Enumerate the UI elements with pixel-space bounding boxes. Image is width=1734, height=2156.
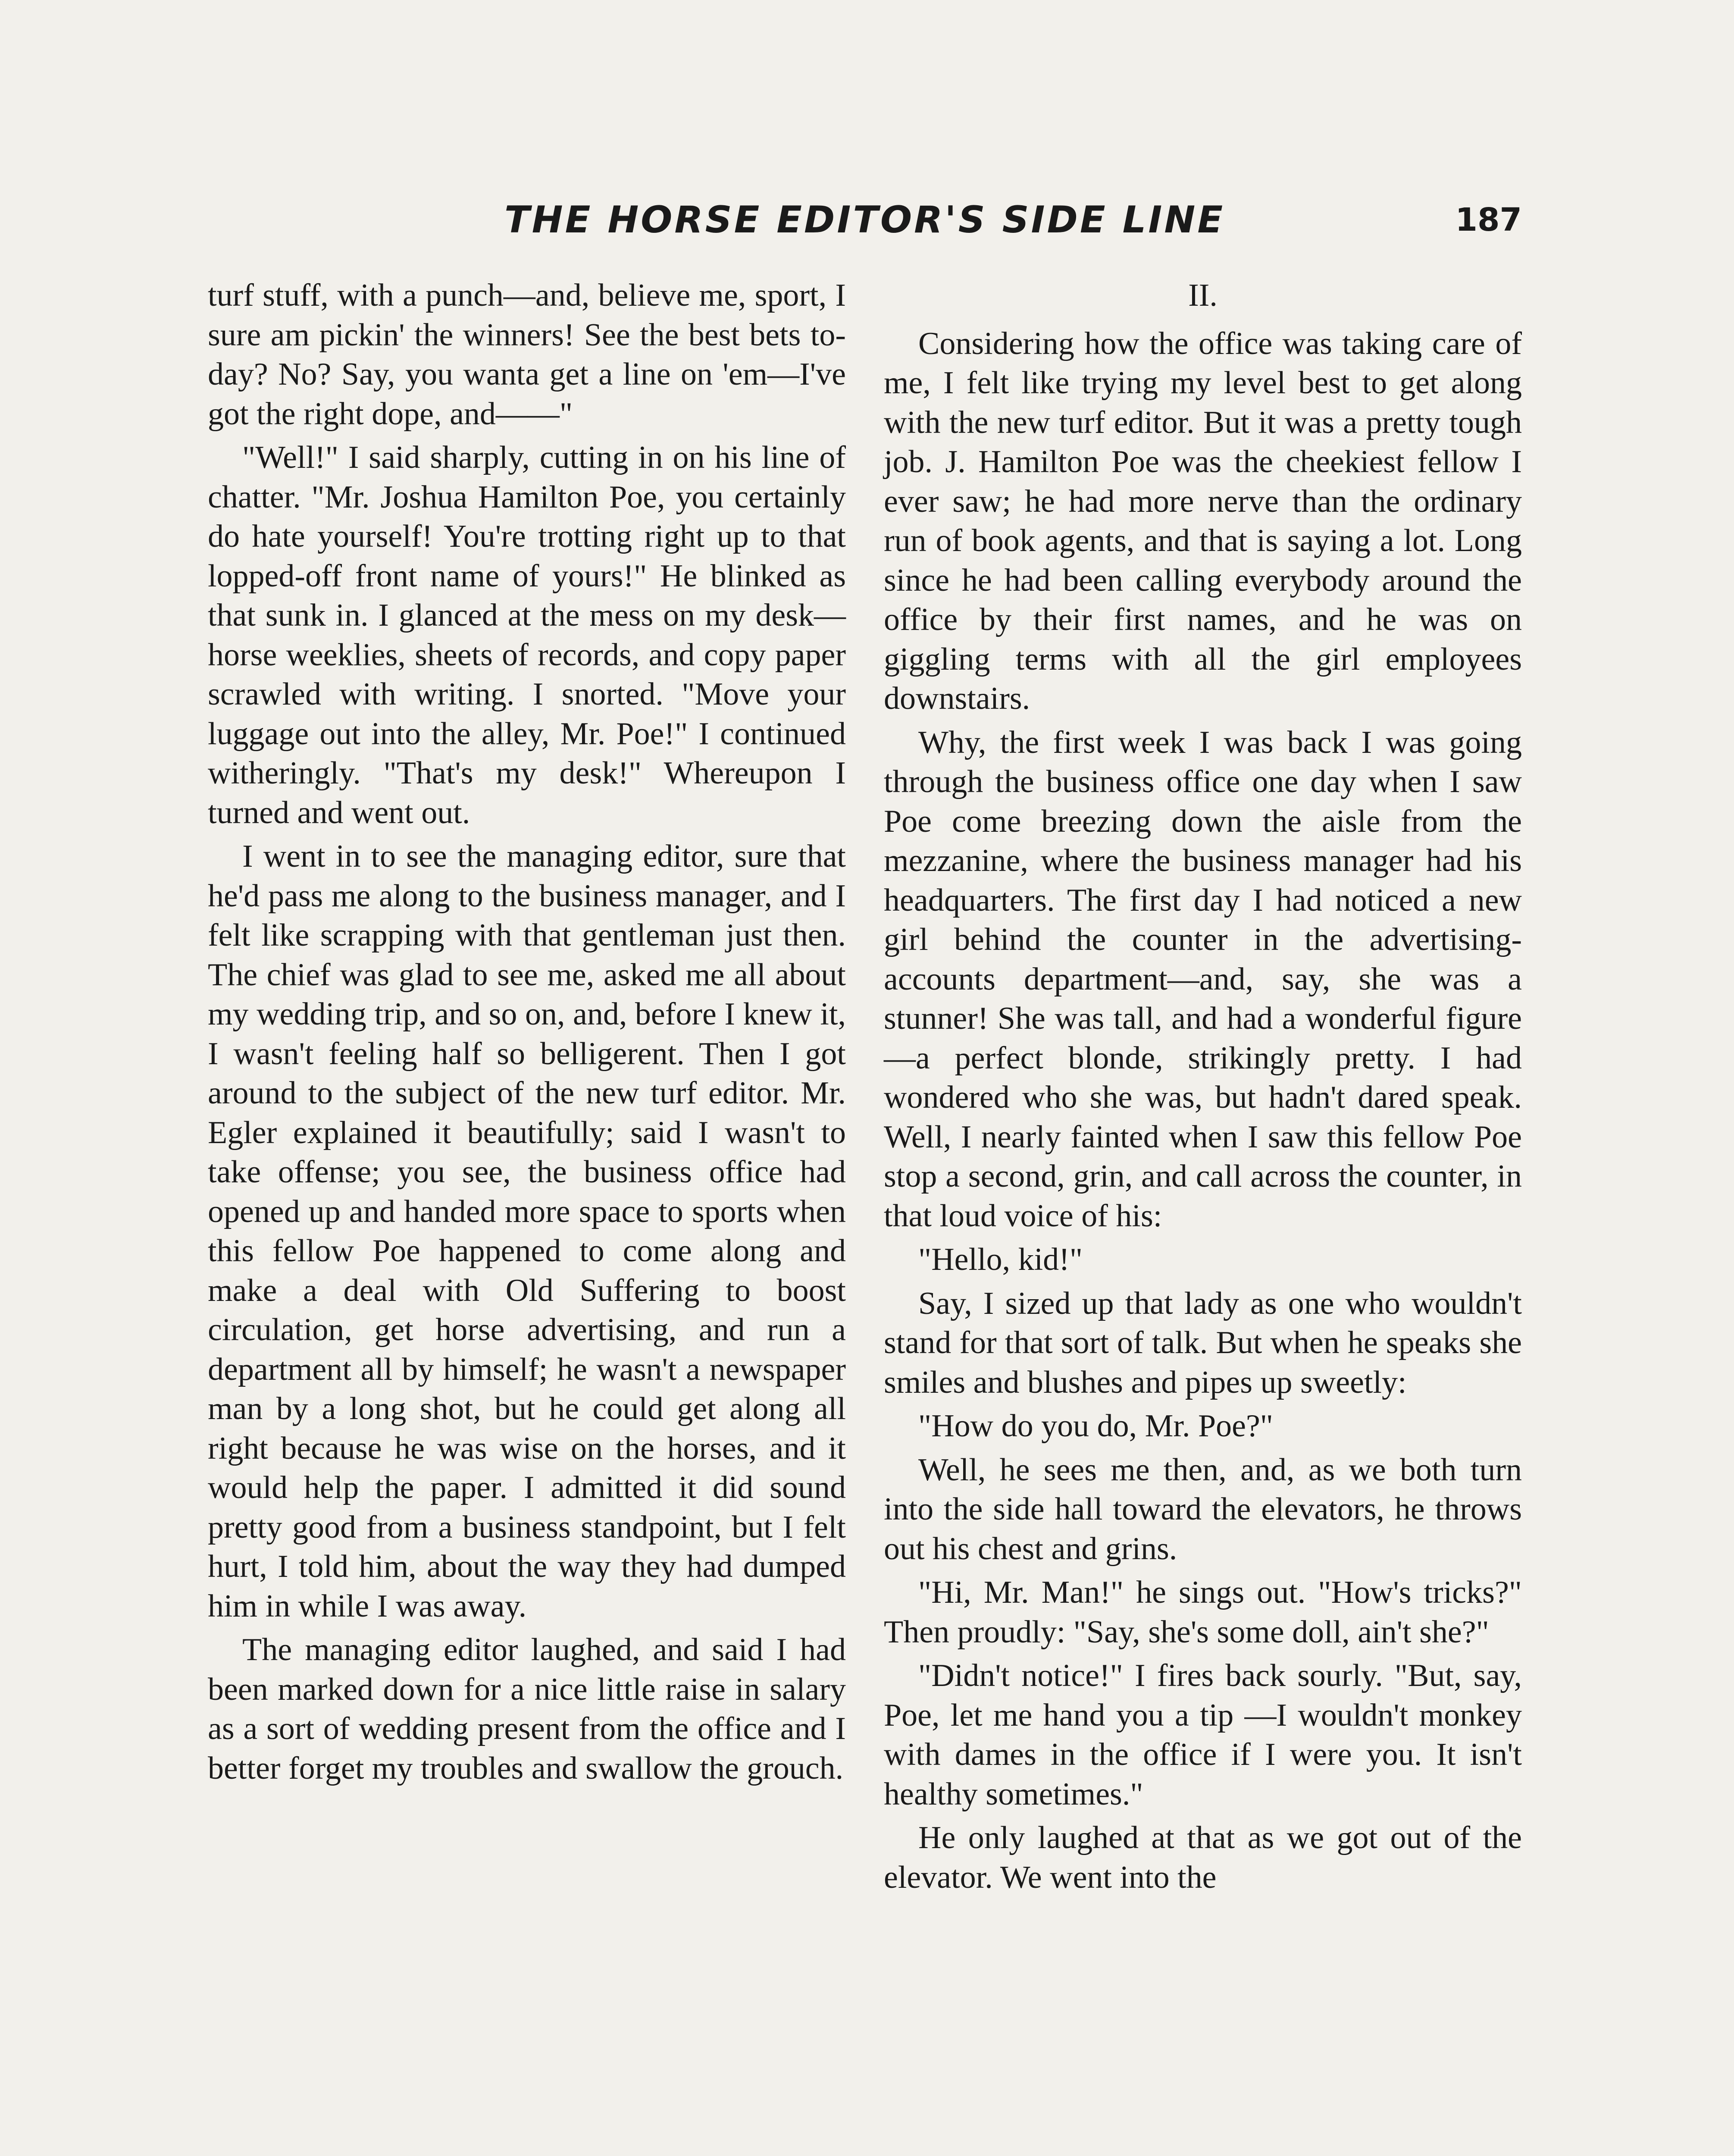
- paragraph: Well, he sees me then, and, as we both turn into the side hall toward the elevators, he throws out his chest and grins.: [884, 1452, 1522, 1567]
- left-column: [208, 276, 846, 1792]
- paragraph: turf stuff, with a punch—and, believe me, sport, I sure am pickin' the winners! See the best bets to-day? No? Say, you wanta get a line on 'em—I've got the right dope, and——": [208, 278, 846, 432]
- running-title: THE HORSE EDITOR'S SIDE LINE: [504, 198, 1225, 241]
- paragraph: The managing editor laughed, and said I had been marked down for a nice little raise in salary as a sort of wedding present from the office and I better forget my troubles and swallow the grouch.: [208, 1632, 846, 1786]
- paragraph: "Hello, kid!": [918, 1242, 1083, 1277]
- right-column: [884, 276, 1522, 1902]
- section-number: II.: [1188, 278, 1218, 313]
- paragraph: I went in to see the managing editor, sure that he'd pass me along to the business manager, and I felt like scrapping with that gentleman just then. The chief was glad to see me, asked me all about my wedding trip, and so on, and, before I knew it, I wasn't feeling half so belligerent. Then I got around to the subject of the new turf editor. Mr. Egler explained it beautifully; said I wasn't to take offense; you see, the business office had opened up and handed more space to sports when this fellow Poe happened to come along and make a deal with Old Suffering to boost circulation, get horse advertising, and run a department all by himself; he wasn't a newspaper man by a long shot, but he could get along all right because he was wise on the horses, and it would help the paper. I admitted it did sound pretty good from a business standpoint, but I felt hurt, I told him, about the way they had dumped him in while I was away.: [208, 839, 846, 1624]
- paragraph: "Well!" I said sharply, cutting in on his line of chatter. "Mr. Joshua Hamilton Poe, you certainly do hate yourself! You're trotting right up to that lopped-off front name of yours!" He blinked as that sunk in. I glanced at the mess on my desk—horse weeklies, sheets of records, and copy paper scrawled with writing. I snorted. "Move your luggage out into the alley, Mr. Poe!" I continued witheringly. "That's my desk!" Whereupon I turned and went out.: [208, 440, 846, 830]
- paragraph: "How do you do, Mr. Poe?": [918, 1408, 1273, 1444]
- paragraph: Considering how the office was taking care of me, I felt like trying my level best to get along with the new turf editor. But it was a pretty tough job. J. Hamilton Poe was the cheekiest fellow I ever saw; he had more nerve than the ordinary run of book agents, and that is saying a lot. Long since he had been calling everybody around the office by their first names, and he was on giggling terms with all the girl employees downstairs.: [884, 326, 1522, 716]
- paragraph: "Hi, Mr. Man!" he sings out. "How's tricks?" Then proudly: "Say, she's some doll, ain't she?": [884, 1575, 1522, 1650]
- page-number: 187: [1455, 201, 1522, 238]
- running-head: [207, 196, 1531, 244]
- paragraph: He only laughed at that as we got out of the elevator. We went into the: [884, 1820, 1522, 1895]
- paragraph: Why, the first week I was back I was going through the business office one day when I saw Poe come breezing down the aisle from the mezzanine, where the business manager had his headquarters. The first day I had noticed a new girl behind the counter in the advertising-accounts department—and, say, she was a stunner! She was tall, and had a wonderful figure—a perfect blonde, strikingly pretty. I had wondered who she was, but hadn't dared speak. Well, I nearly fainted when I saw this fellow Poe stop a second, grin, and call across the counter, in that loud voice of his:: [884, 724, 1522, 1234]
- paragraph: "Didn't notice!" I fires back sourly. "But, say, Poe, let me hand you a tip —I wouldn't monkey with dames in the office if I were you. It isn't healthy sometimes.": [884, 1658, 1522, 1812]
- paragraph: Say, I sized up that lady as one who wouldn't stand for that sort of talk. But when he speaks she smiles and blushes and pipes up sweetly:: [884, 1285, 1522, 1400]
